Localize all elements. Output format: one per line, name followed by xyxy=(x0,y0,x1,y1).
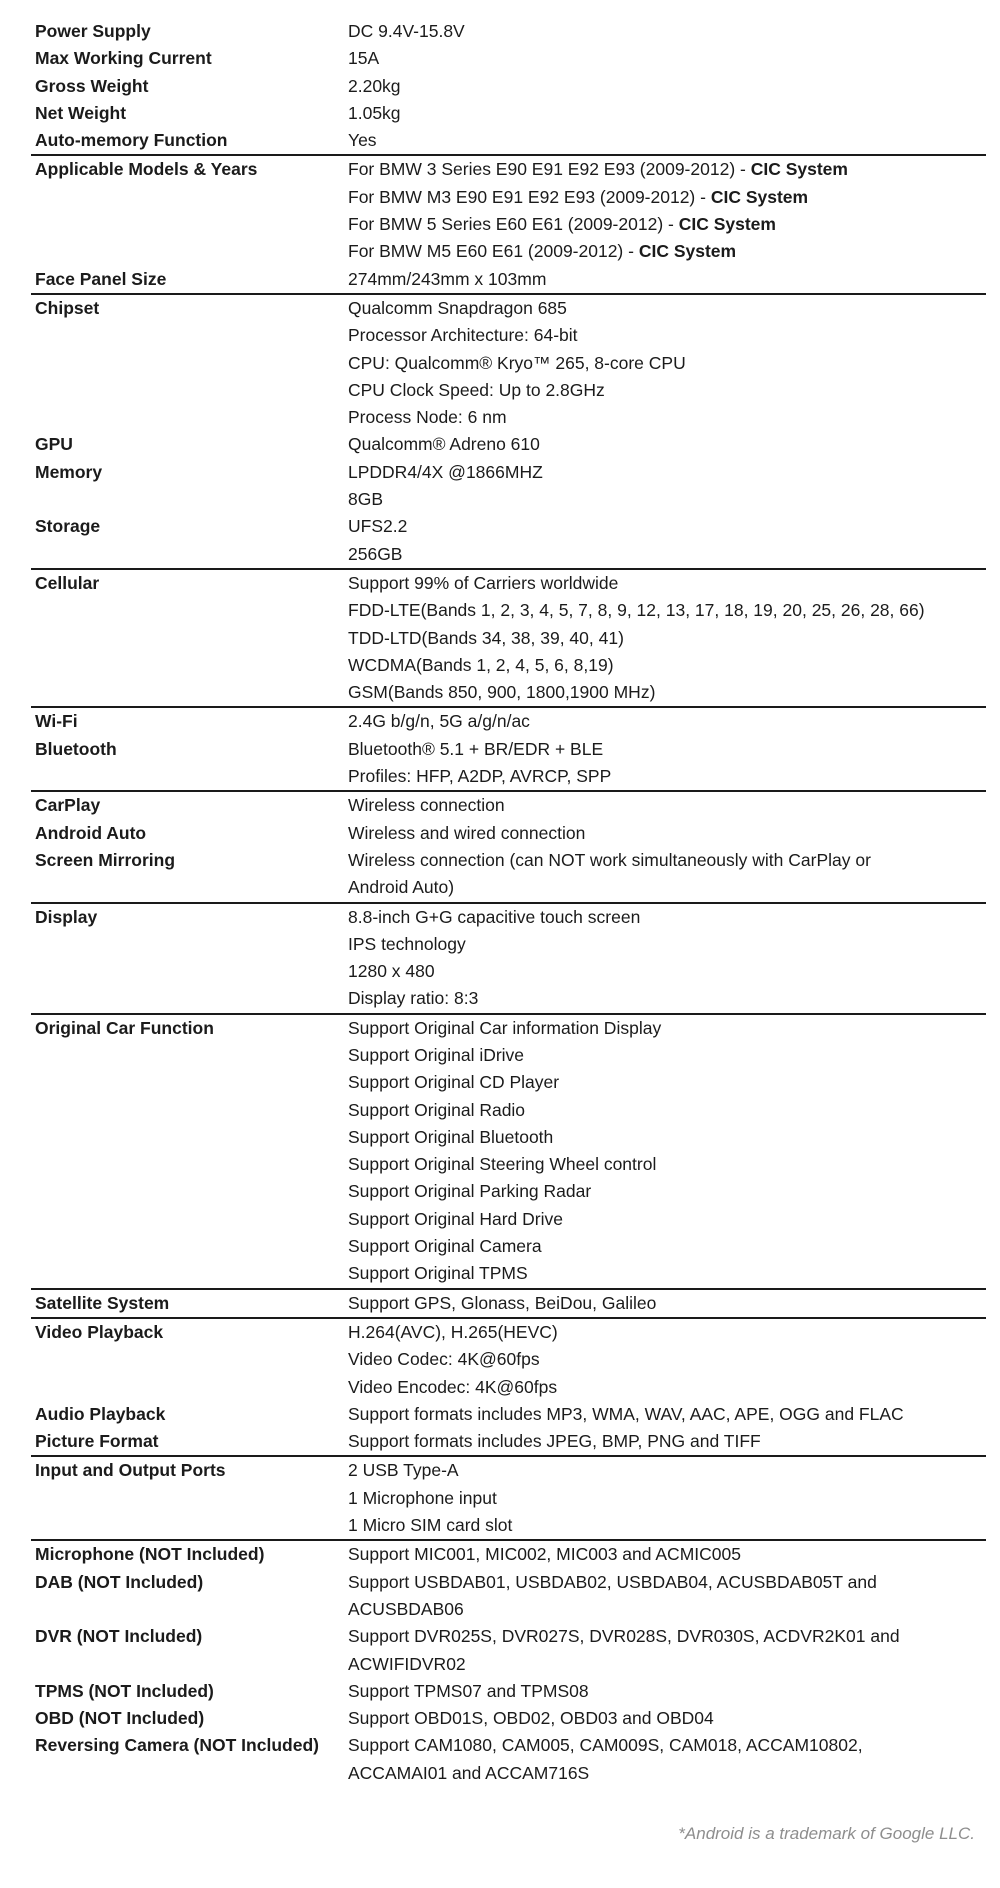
spec-entry xyxy=(31,18,986,45)
spec-value-line xyxy=(348,763,986,790)
spec-value-text: Support Original Radio xyxy=(348,1099,526,1120)
spec-value-text: ACUSBDAB06 xyxy=(348,1598,464,1619)
spec-value-text: Support DVR025S, DVR027S, DVR028S, DVR030S, ACDVR2K01 and xyxy=(348,1626,900,1647)
spec-value-line xyxy=(348,1732,986,1759)
spec-value-text: Support Original Camera xyxy=(348,1236,542,1257)
spec-value-text: For BMW 3 Series E90 E91 E92 E93 (2009-2012) - xyxy=(348,159,751,180)
spec-value xyxy=(348,1015,986,1288)
spec-value-text: For BMW M5 E60 E61 (2009-2012) - xyxy=(348,241,639,262)
spec-value xyxy=(348,792,986,819)
spec-label: TPMS (NOT Included) xyxy=(35,1680,214,1701)
spec-value-text: Yes xyxy=(348,130,377,151)
spec-value-text: Support OBD01S, OBD02, OBD03 and OBD04 xyxy=(348,1708,714,1729)
spec-value-text: Wireless and wired connection xyxy=(348,822,586,843)
spec-entry xyxy=(31,904,986,1013)
spec-value-text: ACCAMAI01 and ACCAM716S xyxy=(348,1762,590,1783)
spec-entry xyxy=(31,513,986,568)
spec-value-text: CPU: Qualcomm® Kryo™ 265, 8-core CPU xyxy=(348,352,686,373)
spec-value-text: 8.8-inch G+G capacitive touch screen xyxy=(348,906,641,927)
spec-entry xyxy=(31,266,986,293)
spec-value xyxy=(348,820,986,847)
spec-label: Chipset xyxy=(35,297,100,318)
spec-value-text: IPS technology xyxy=(348,933,466,954)
spec-label: Input and Output Ports xyxy=(35,1460,226,1481)
spec-entry xyxy=(31,1319,986,1401)
spec-value xyxy=(348,295,986,431)
spec-value-text: Wireless connection (can NOT work simultaneously with CarPlay or xyxy=(348,849,871,870)
spec-value-line xyxy=(348,958,986,985)
spec-label: DAB (NOT Included) xyxy=(35,1571,204,1592)
spec-value-text: Support Original CD Player xyxy=(348,1072,560,1093)
spec-entry xyxy=(31,570,986,706)
spec-value-text: WCDMA(Bands 1, 2, 4, 5, 6, 8,19) xyxy=(348,654,614,675)
spec-value-line xyxy=(348,459,986,486)
spec-value xyxy=(348,45,986,72)
spec-entry xyxy=(31,1015,986,1288)
spec-value-line xyxy=(348,513,986,540)
spec-value-line xyxy=(348,679,986,706)
spec-label: Reversing Camera (NOT Included) xyxy=(35,1735,319,1756)
spec-value-line xyxy=(348,1319,986,1346)
spec-entry xyxy=(31,820,986,847)
spec-value-text: DC 9.4V-15.8V xyxy=(348,21,465,41)
spec-value-text: Support Original Parking Radar xyxy=(348,1181,592,1202)
spec-value-line xyxy=(348,1569,986,1596)
spec-label: Power Supply xyxy=(35,21,151,41)
spec-value-line xyxy=(348,874,986,901)
spec-value xyxy=(348,1457,986,1539)
spec-label: Bluetooth xyxy=(35,738,117,759)
spec-label: Picture Format xyxy=(35,1431,159,1452)
spec-section xyxy=(31,156,986,294)
spec-entry xyxy=(31,1569,986,1624)
spec-section xyxy=(31,1015,986,1290)
spec-value-text: 1.05kg xyxy=(348,102,401,123)
spec-entry xyxy=(31,73,986,100)
spec-section xyxy=(31,904,986,1015)
spec-value-text: Process Node: 6 nm xyxy=(348,407,507,428)
spec-value xyxy=(348,459,986,514)
spec-value-line xyxy=(348,792,986,819)
spec-value-line xyxy=(348,1097,986,1124)
spec-value-text: Support Original Hard Drive xyxy=(348,1208,563,1229)
spec-entry xyxy=(31,156,986,265)
spec-value-text: TDD-LTD(Bands 34, 38, 39, 40, 41) xyxy=(348,627,624,648)
spec-entry xyxy=(31,708,986,735)
spec-value-line xyxy=(348,1596,986,1623)
spec-entry xyxy=(31,1428,986,1455)
spec-value xyxy=(348,431,986,458)
spec-value-line xyxy=(348,1623,986,1650)
spec-value-line xyxy=(348,295,986,322)
spec-value-line xyxy=(348,1485,986,1512)
spec-label: Storage xyxy=(35,516,101,537)
spec-value xyxy=(348,1705,986,1732)
spec-entry xyxy=(31,295,986,431)
spec-value-text: Support TPMS07 and TPMS08 xyxy=(348,1680,589,1701)
spec-value xyxy=(348,1732,986,1787)
spec-label: GPU xyxy=(35,434,73,455)
spec-value-line xyxy=(348,45,986,72)
spec-entry xyxy=(31,1401,986,1428)
spec-value-text: 2.20kg xyxy=(348,75,401,96)
spec-value xyxy=(348,156,986,265)
spec-value-line xyxy=(348,73,986,100)
spec-value xyxy=(348,736,986,791)
spec-entry xyxy=(31,847,986,902)
spec-value-line xyxy=(348,1015,986,1042)
spec-value-text: Support MIC001, MIC002, MIC003 and ACMIC005 xyxy=(348,1544,741,1565)
spec-value-line xyxy=(348,322,986,349)
spec-section xyxy=(31,1457,986,1541)
spec-value-text: LPDDR4/4X @1866MHZ xyxy=(348,461,543,482)
spec-label: Applicable Models & Years xyxy=(35,159,258,180)
spec-section xyxy=(31,1290,986,1319)
spec-value-text: Support GPS, Glonass, BeiDou, Galileo xyxy=(348,1292,657,1313)
spec-entry xyxy=(31,1541,986,1568)
spec-value-text: Profiles: HFP, A2DP, AVRCP, SPP xyxy=(348,766,612,787)
spec-entry xyxy=(31,1705,986,1732)
spec-entry xyxy=(31,1457,986,1539)
spec-label: Memory xyxy=(35,461,103,482)
spec-value-line xyxy=(348,625,986,652)
spec-value-line xyxy=(348,1457,986,1484)
spec-value-line xyxy=(348,1346,986,1373)
spec-value-line xyxy=(348,985,986,1012)
spec-value-text: Qualcomm Snapdragon 685 xyxy=(348,297,567,318)
spec-value xyxy=(348,127,986,154)
spec-label: Satellite System xyxy=(35,1292,170,1313)
spec-value-line xyxy=(348,1512,986,1539)
spec-section xyxy=(31,18,986,156)
spec-value-text: 15A xyxy=(348,48,380,69)
spec-label: Auto-memory Function xyxy=(35,130,228,151)
spec-value-text: 1280 x 480 xyxy=(348,961,435,982)
spec-value-line xyxy=(348,184,986,211)
spec-value-bold-text: CIC System xyxy=(750,159,848,180)
spec-label: Display xyxy=(35,906,98,927)
spec-value-text: Support CAM1080, CAM005, CAM009S, CAM018, ACCAM10802, xyxy=(348,1735,863,1756)
spec-value-line xyxy=(348,1678,986,1705)
spec-value-line xyxy=(348,931,986,958)
product-spec-page xyxy=(0,18,1000,1845)
spec-value-text: Wireless connection xyxy=(348,795,505,816)
spec-value-text: 2.4G b/g/n, 5G a/g/n/ac xyxy=(348,711,530,732)
spec-value-line xyxy=(348,238,986,265)
spec-value xyxy=(348,1290,986,1317)
spec-value-line xyxy=(348,156,986,183)
spec-entry xyxy=(31,1623,986,1678)
spec-value-text: For BMW 5 Series E60 E61 (2009-2012) - xyxy=(348,214,679,235)
spec-value xyxy=(348,1678,986,1705)
spec-value-line xyxy=(348,1042,986,1069)
spec-label: Cellular xyxy=(35,572,100,593)
spec-entry xyxy=(31,459,986,514)
spec-value-line xyxy=(348,350,986,377)
spec-value xyxy=(348,1428,986,1455)
spec-value-line xyxy=(348,266,986,293)
spec-value-text: GSM(Bands 850, 900, 1800,1900 MHz) xyxy=(348,682,656,703)
spec-value-line xyxy=(348,1178,986,1205)
spec-value-line xyxy=(348,1760,986,1787)
spec-value xyxy=(348,904,986,1013)
spec-value-line xyxy=(348,597,986,624)
spec-entry xyxy=(31,1678,986,1705)
spec-value-text: 1 Micro SIM card slot xyxy=(348,1515,513,1536)
spec-value-line xyxy=(348,1401,986,1428)
spec-value-line xyxy=(348,404,986,431)
spec-value xyxy=(348,100,986,127)
spec-entry xyxy=(31,100,986,127)
spec-value-line xyxy=(348,377,986,404)
spec-section xyxy=(31,1319,986,1457)
spec-entry xyxy=(31,792,986,819)
spec-section xyxy=(31,1541,986,1787)
spec-label: Microphone (NOT Included) xyxy=(35,1544,265,1565)
spec-value-line xyxy=(348,736,986,763)
spec-value-line xyxy=(348,100,986,127)
spec-value-line xyxy=(348,1290,986,1317)
spec-value xyxy=(348,1623,986,1678)
spec-value-line xyxy=(348,486,986,513)
spec-value-line xyxy=(348,1233,986,1260)
spec-value-line xyxy=(348,541,986,568)
spec-label: Screen Mirroring xyxy=(35,849,176,870)
spec-value-line xyxy=(348,1705,986,1732)
spec-value-text: FDD-LTE(Bands 1, 2, 3, 4, 5, 7, 8, 9, 12, 13, 17, 18, 19, 20, 25, 26, 28, 66) xyxy=(348,600,925,621)
spec-value-line xyxy=(348,708,986,735)
spec-value-bold-text: CIC System xyxy=(710,186,809,207)
spec-value-text: Support Original iDrive xyxy=(348,1044,525,1065)
spec-value-text: Display ratio: 8:3 xyxy=(348,988,479,1009)
spec-value-line xyxy=(348,1428,986,1455)
spec-table xyxy=(31,18,986,1787)
spec-value-line xyxy=(348,1206,986,1233)
spec-label: Net Weight xyxy=(35,102,127,123)
spec-label: Face Panel Size xyxy=(35,268,167,289)
spec-value-line xyxy=(348,820,986,847)
spec-value-line xyxy=(348,847,986,874)
spec-section xyxy=(31,792,986,903)
spec-value-text: Video Codec: 4K@60fps xyxy=(348,1349,540,1370)
spec-value-text: Qualcomm® Adreno 610 xyxy=(348,434,540,455)
spec-value xyxy=(348,570,986,706)
spec-entry xyxy=(31,127,986,154)
spec-value-line xyxy=(348,570,986,597)
spec-value-text: Support Original Car information Display xyxy=(348,1017,662,1038)
spec-section xyxy=(31,295,986,570)
spec-value-line xyxy=(348,1069,986,1096)
spec-value-line xyxy=(348,1651,986,1678)
spec-value xyxy=(348,266,986,293)
spec-entry xyxy=(31,431,986,458)
spec-label: Wi-Fi xyxy=(35,711,78,732)
spec-value-text: ACWIFIDVR02 xyxy=(348,1653,466,1674)
spec-section xyxy=(31,708,986,792)
spec-value-text: Support 99% of Carriers worldwide xyxy=(348,572,619,593)
spec-value-line xyxy=(348,127,986,154)
spec-value-text: Bluetooth® 5.1 + BR/EDR + BLE xyxy=(348,738,604,759)
spec-value-line xyxy=(348,1374,986,1401)
spec-value-text: Android Auto) xyxy=(348,877,455,898)
spec-value-text: Video Encodec: 4K@60fps xyxy=(348,1376,558,1397)
spec-value-line xyxy=(348,431,986,458)
spec-label: OBD (NOT Included) xyxy=(35,1708,205,1729)
spec-value xyxy=(348,513,986,568)
spec-value xyxy=(348,847,986,902)
spec-value-line xyxy=(348,1541,986,1568)
spec-value-text: Processor Architecture: 64-bit xyxy=(348,325,578,346)
spec-value xyxy=(348,73,986,100)
spec-value-text: Support Original Bluetooth xyxy=(348,1126,554,1147)
spec-value-line xyxy=(348,18,986,45)
spec-value-text: 8GB xyxy=(348,489,384,510)
spec-value-line xyxy=(348,211,986,238)
spec-label: CarPlay xyxy=(35,795,101,816)
spec-value-line xyxy=(348,652,986,679)
spec-label: Original Car Function xyxy=(35,1017,214,1038)
spec-value-text: Support Original TPMS xyxy=(348,1263,528,1284)
spec-value-line xyxy=(348,1124,986,1151)
spec-value-text: For BMW M3 E90 E91 E92 E93 (2009-2012) - xyxy=(348,186,711,207)
spec-label: Max Working Current xyxy=(35,48,212,69)
spec-entry xyxy=(31,1290,986,1317)
spec-entry xyxy=(31,45,986,72)
android-trademark-note: *Android is a trademark of Google LLC. xyxy=(678,1824,975,1843)
spec-value xyxy=(348,18,986,45)
spec-value-text: 1 Microphone input xyxy=(348,1487,497,1508)
spec-value-line xyxy=(348,1151,986,1178)
spec-value-line xyxy=(348,904,986,931)
spec-label: Audio Playback xyxy=(35,1403,166,1424)
spec-value-bold-text: CIC System xyxy=(678,214,776,235)
spec-value-text: Support formats includes JPEG, BMP, PNG and TIFF xyxy=(348,1431,761,1452)
spec-value xyxy=(348,708,986,735)
spec-value-text: UFS2.2 xyxy=(348,516,408,537)
spec-value-bold-text: CIC System xyxy=(638,241,737,262)
spec-label: DVR (NOT Included) xyxy=(35,1626,203,1647)
spec-value-text: H.264(AVC), H.265(HEVC) xyxy=(348,1321,558,1342)
spec-value-text: Support Original Steering Wheel control xyxy=(348,1154,657,1175)
spec-value-text: Support formats includes MP3, WMA, WAV, AAC, APE, OGG and FLAC xyxy=(348,1403,904,1424)
spec-value xyxy=(348,1401,986,1428)
spec-label: Video Playback xyxy=(35,1321,164,1342)
spec-entry xyxy=(31,1732,986,1787)
spec-section xyxy=(31,570,986,708)
spec-value-text: 256GB xyxy=(348,543,403,564)
spec-value-text: Support USBDAB01, USBDAB02, USBDAB04, ACUSBDAB05T and xyxy=(348,1571,877,1592)
spec-value xyxy=(348,1319,986,1401)
spec-entry xyxy=(31,736,986,791)
spec-value xyxy=(348,1541,986,1568)
spec-label: Gross Weight xyxy=(35,75,149,96)
spec-label: Android Auto xyxy=(35,822,147,843)
spec-value xyxy=(348,1569,986,1624)
spec-value-line xyxy=(348,1260,986,1287)
spec-value-text: 2 USB Type-A xyxy=(348,1460,459,1481)
spec-value-text: 274mm/243mm x 103mm xyxy=(348,268,547,289)
spec-value-text: CPU Clock Speed: Up to 2.8GHz xyxy=(348,379,605,400)
